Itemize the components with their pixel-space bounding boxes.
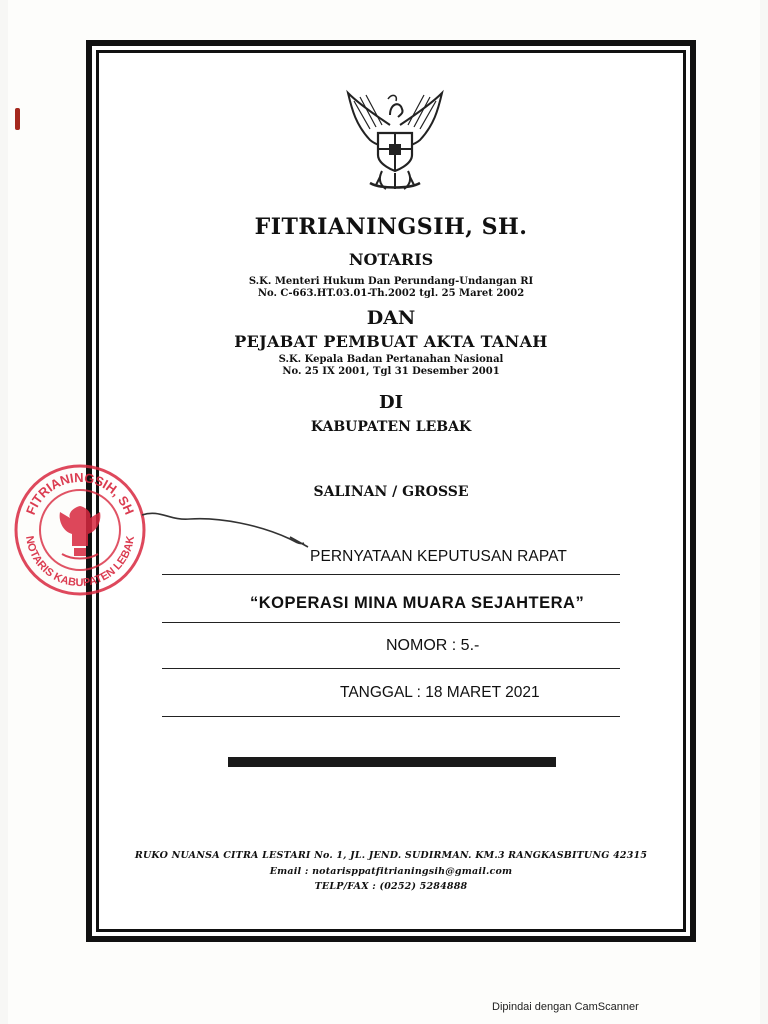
notary-name: FITRIANINGSIH, SH. — [254, 214, 528, 240]
entity-name: “KOPERASI MINA MUARA SEJAHTERA” — [250, 594, 585, 612]
scanner-watermark: Dipindai dengan CamScanner — [492, 1001, 639, 1013]
rule-line — [162, 716, 620, 717]
sk-menteri — [96, 276, 686, 300]
document-date: TANGGAL : 18 MARET 2021 — [340, 684, 540, 701]
title-notaris: NOTARIS — [348, 250, 434, 269]
signature-scribble — [140, 505, 310, 550]
notary-stamp — [12, 462, 148, 598]
red-tab-mark — [15, 108, 20, 130]
conjunction-dan: DAN — [366, 307, 416, 329]
title-ppat: PEJABAT PEMBUAT AKTA TANAH — [234, 332, 548, 351]
preposition-di: DI — [378, 392, 404, 413]
region-name: KABUPATEN LEBAK — [310, 419, 472, 435]
sk-menteri-line1: S.K. Menteri Hukum Dan Perundang-Undangan RI — [248, 276, 534, 287]
sk-menteri-line2: No. C-663.HT.03.01-Th.2002 tgl. 25 Maret 2002 — [257, 288, 525, 299]
office-phone: TELP/FAX : (0252) 5284888 — [314, 881, 468, 892]
document-number: NOMOR : 5.- — [386, 637, 480, 654]
stamp-bottom-text: NOTARIS KABUPATEN LEBAK — [23, 535, 137, 590]
office-address: RUKO NUANSA CITRA LESTARI No. 1, JL. JEND. SUDIRMAN. KM.3 RANGKASBITUNG 42315 — [134, 850, 648, 861]
sk-bpn-line1: S.K. Kepala Badan Pertanahan Nasional — [278, 354, 504, 365]
office-email: Email : notarisppatfitrianingsih@gmail.com — [269, 866, 513, 877]
sk-bpn-line2: No. 25 IX 2001, Tgl 31 Desember 2001 — [282, 366, 500, 377]
rule-line — [162, 668, 620, 669]
stamp-top-text: FITRIANINGSIH, SH — [22, 469, 138, 517]
document-type: SALINAN / GROSSE — [313, 484, 469, 500]
rule-line — [162, 622, 620, 623]
thick-divider — [228, 757, 556, 767]
document-subject: PERNYATAAN KEPUTUSAN RAPAT — [310, 548, 567, 565]
sk-bpn — [96, 354, 686, 378]
garuda-emblem-icon — [340, 85, 450, 195]
rule-line — [162, 574, 620, 575]
